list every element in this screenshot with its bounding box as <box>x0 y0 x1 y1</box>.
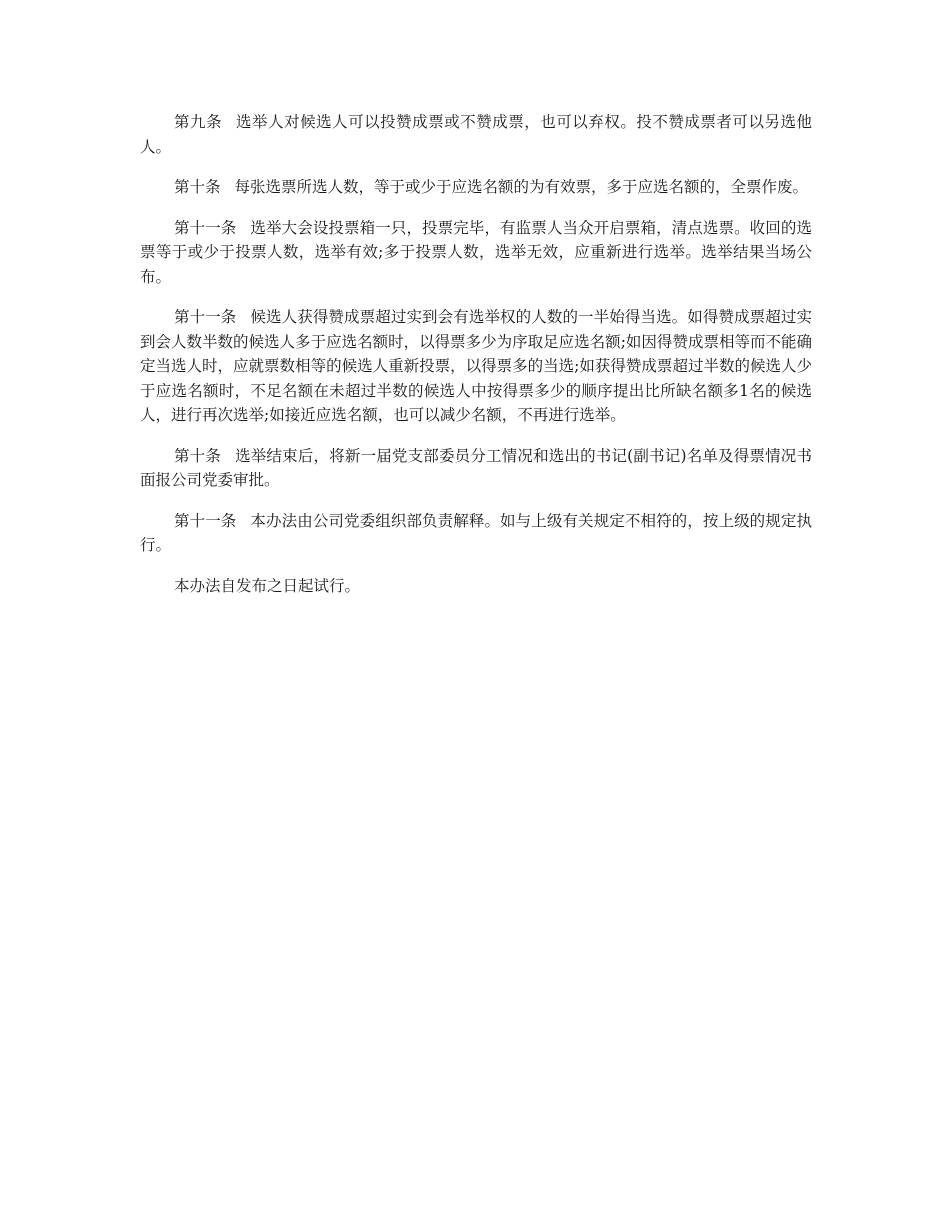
article-9 <box>140 110 812 159</box>
article-11-election-result <box>140 305 812 428</box>
article-body: 本办法由公司党委组织部负责解释。如与上级有关规定不相符的，按上级的规定执行。 <box>140 511 812 554</box>
article-body: 选举结束后，将新一届党支部委员分工情况和选出的书记(副书记)名单及得票情况书面报公司党委审批。 <box>140 446 812 489</box>
article-body: 选举人对候选人可以投赞成票或不赞成票，也可以弃权。投不赞成票者可以另选他人。 <box>140 113 812 156</box>
article-body: 选举大会设投票箱一只，投票完毕，有监票人当众开启票箱，清点选票。收回的选票等于或少于投票人数，选举有效;多于投票人数，选举无效，应重新进行选举。选举结果当场公布。 <box>140 218 812 286</box>
document-page <box>140 110 812 614</box>
article-heading: 第九条 <box>174 113 223 131</box>
article-body: 候选人获得赞成票超过实到会有选举权的人数的一半始得当选。如得赞成票超过实到会人数半数的候选人多于应选名额时，以得票多少为序取足应选名额;如因得赞成票相等而不能确定当选人时，应就票数相等的候选人重新投票，以得票多的当选;如获得赞成票超过半数的候选人少于应选名额时，不足名额在未超过半数的候选人中按得票多少的顺序提出比所缺名额多1名的候选人，进行再次选举;如接近应选名额，也可以减少名额，不再进行选举。 <box>140 308 812 424</box>
article-10-reporting <box>140 444 812 493</box>
article-10 <box>140 175 812 200</box>
article-heading: 第十条 <box>174 446 222 465</box>
article-11-interpretation <box>140 509 812 558</box>
article-heading: 第十一条 <box>174 218 237 237</box>
article-body: 每张选票所选人数，等于或少于应选名额的为有效票，多于应选名额的，全票作废。 <box>234 178 809 196</box>
closing-statement: 本办法自发布之日起试行。 <box>174 576 361 595</box>
article-heading: 第十条 <box>174 178 221 196</box>
article-heading: 第十一条 <box>174 308 237 326</box>
article-11-ballot-box <box>140 216 812 290</box>
article-heading: 第十一条 <box>174 511 237 530</box>
